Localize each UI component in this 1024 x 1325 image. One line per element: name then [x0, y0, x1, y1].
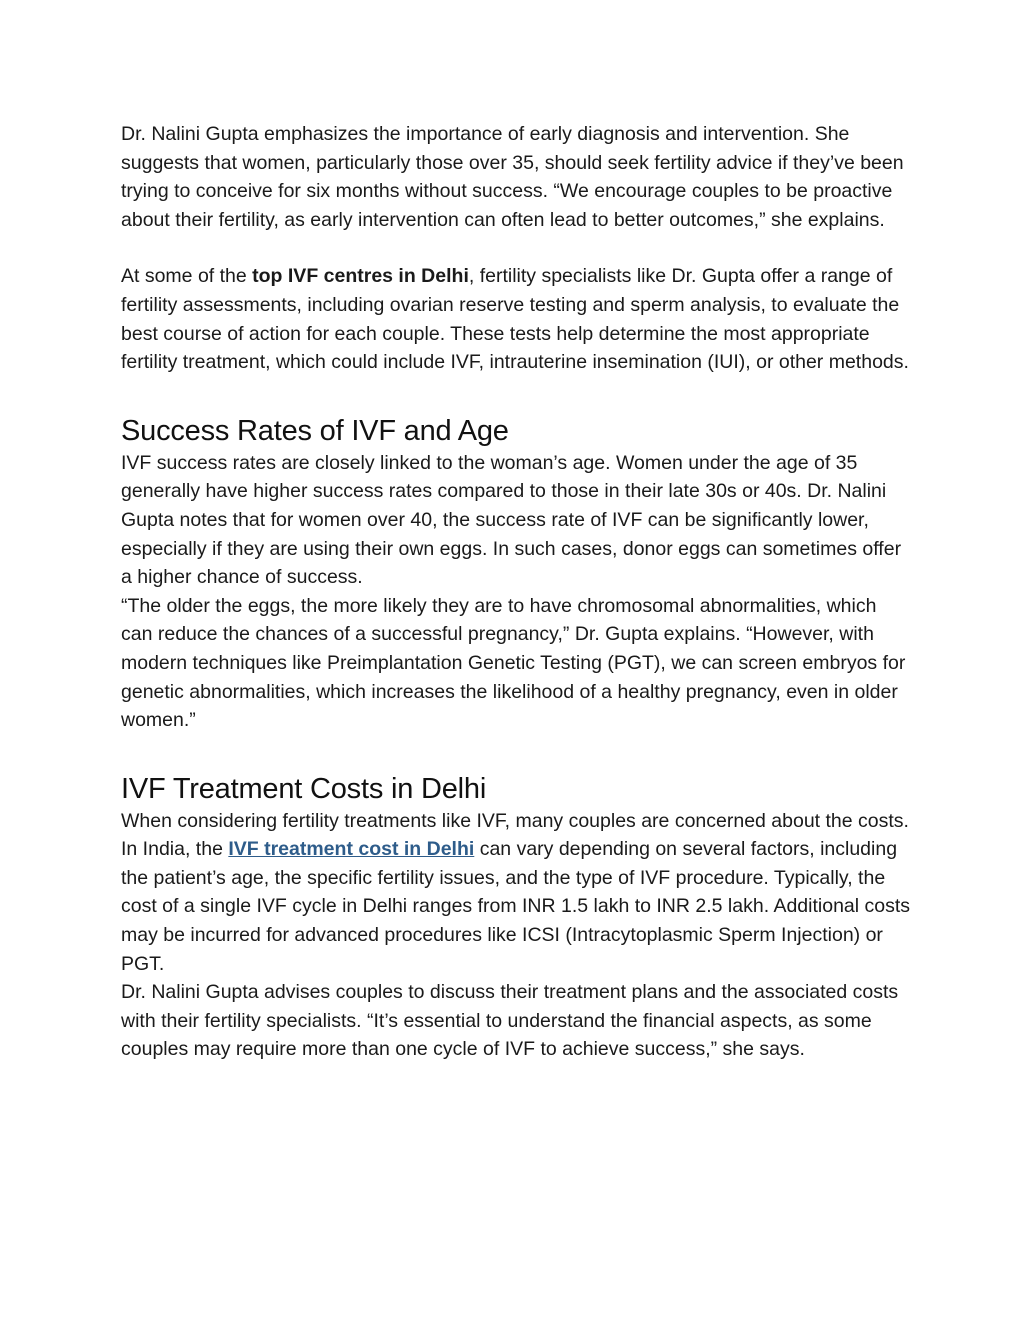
ivf-treatment-cost-link[interactable]: IVF treatment cost in Delhi: [228, 838, 475, 861]
ivf-centres-paragraph: [121, 262, 911, 376]
older-eggs-quote-paragraph: “The older the eggs, the more likely they are to have chromosomal abnormalities, which can reduce the chances of a successful pregnancy,” Dr. Gupta explains. “However, with modern techniques like Preimplantation Genetic Testing (PGT), we can screen embryos for genetic abnormalities, which increases the likelihood of a healthy pregnancy, even in older women.”: [121, 594, 906, 732]
treatment-costs-text-end: can vary depending on several factors, including the patient’s age, the specific fertility issues, and the type of IVF procedure. Typically, the cost of a single IVF cycle in Delhi ranges from INR 1.5 lakh to INR 2.5 lakh. Additional costs may be incurred for advanced procedures like ICSI (Intracytoplasmic Sperm Injection) or PGT.: [121, 838, 911, 975]
ivf-centres-text-end: , fertility specialists like Dr. Gupta offer a range of fertility assessments, including ovarian reserve testing and sperm analysis, to evaluate the best course of action for each couple. These tests help determine the most appropriate fertility treatment, which could include IVF, intrauterine insemination (IUI), or other methods.: [121, 265, 909, 374]
ivf-centres-text-start: At some of the: [121, 265, 253, 288]
paragraph-gap: [121, 234, 911, 262]
intro-paragraph: Dr. Nalini Gupta emphasizes the importance of early diagnosis and intervention. She suggests that women, particularly those over 35, should seek fertility advice if they’ve been trying to conceive for six months without success. “We encourage couples to be proactive about their fertility, as early intervention can often lead to better outcomes,” she explains.: [121, 123, 904, 231]
ivf-centres-bold-phrase: top IVF centres in Delhi: [252, 265, 469, 288]
treatment-costs-text-start: When considering fertility treatments like IVF, many couples are concerned about the costs. In India, the: [121, 809, 909, 861]
success-rates-paragraph: IVF success rates are closely linked to the woman’s age. Women under the age of 35 generally have higher success rates compared to those in their late 30s or 40s. Dr. Nalini Gupta notes that for women over 40, the success rate of IVF can be significantly lower, especially if they are using their own eggs. In such cases, donor eggs can sometimes offer a higher chance of success.: [121, 451, 902, 589]
treatment-costs-heading: IVF Treatment Costs in Delhi: [121, 772, 487, 805]
financial-advice-paragraph: Dr. Nalini Gupta advises couples to discuss their treatment plans and the associated costs with their fertility specialists. “It’s essential to understand the financial aspects, as some couples may require more than one cycle of IVF to achieve success,” she says.: [121, 981, 899, 1061]
document-page: [121, 120, 911, 1064]
success-rates-heading: Success Rates of IVF and Age: [121, 414, 509, 447]
treatment-costs-paragraph: [121, 807, 911, 979]
